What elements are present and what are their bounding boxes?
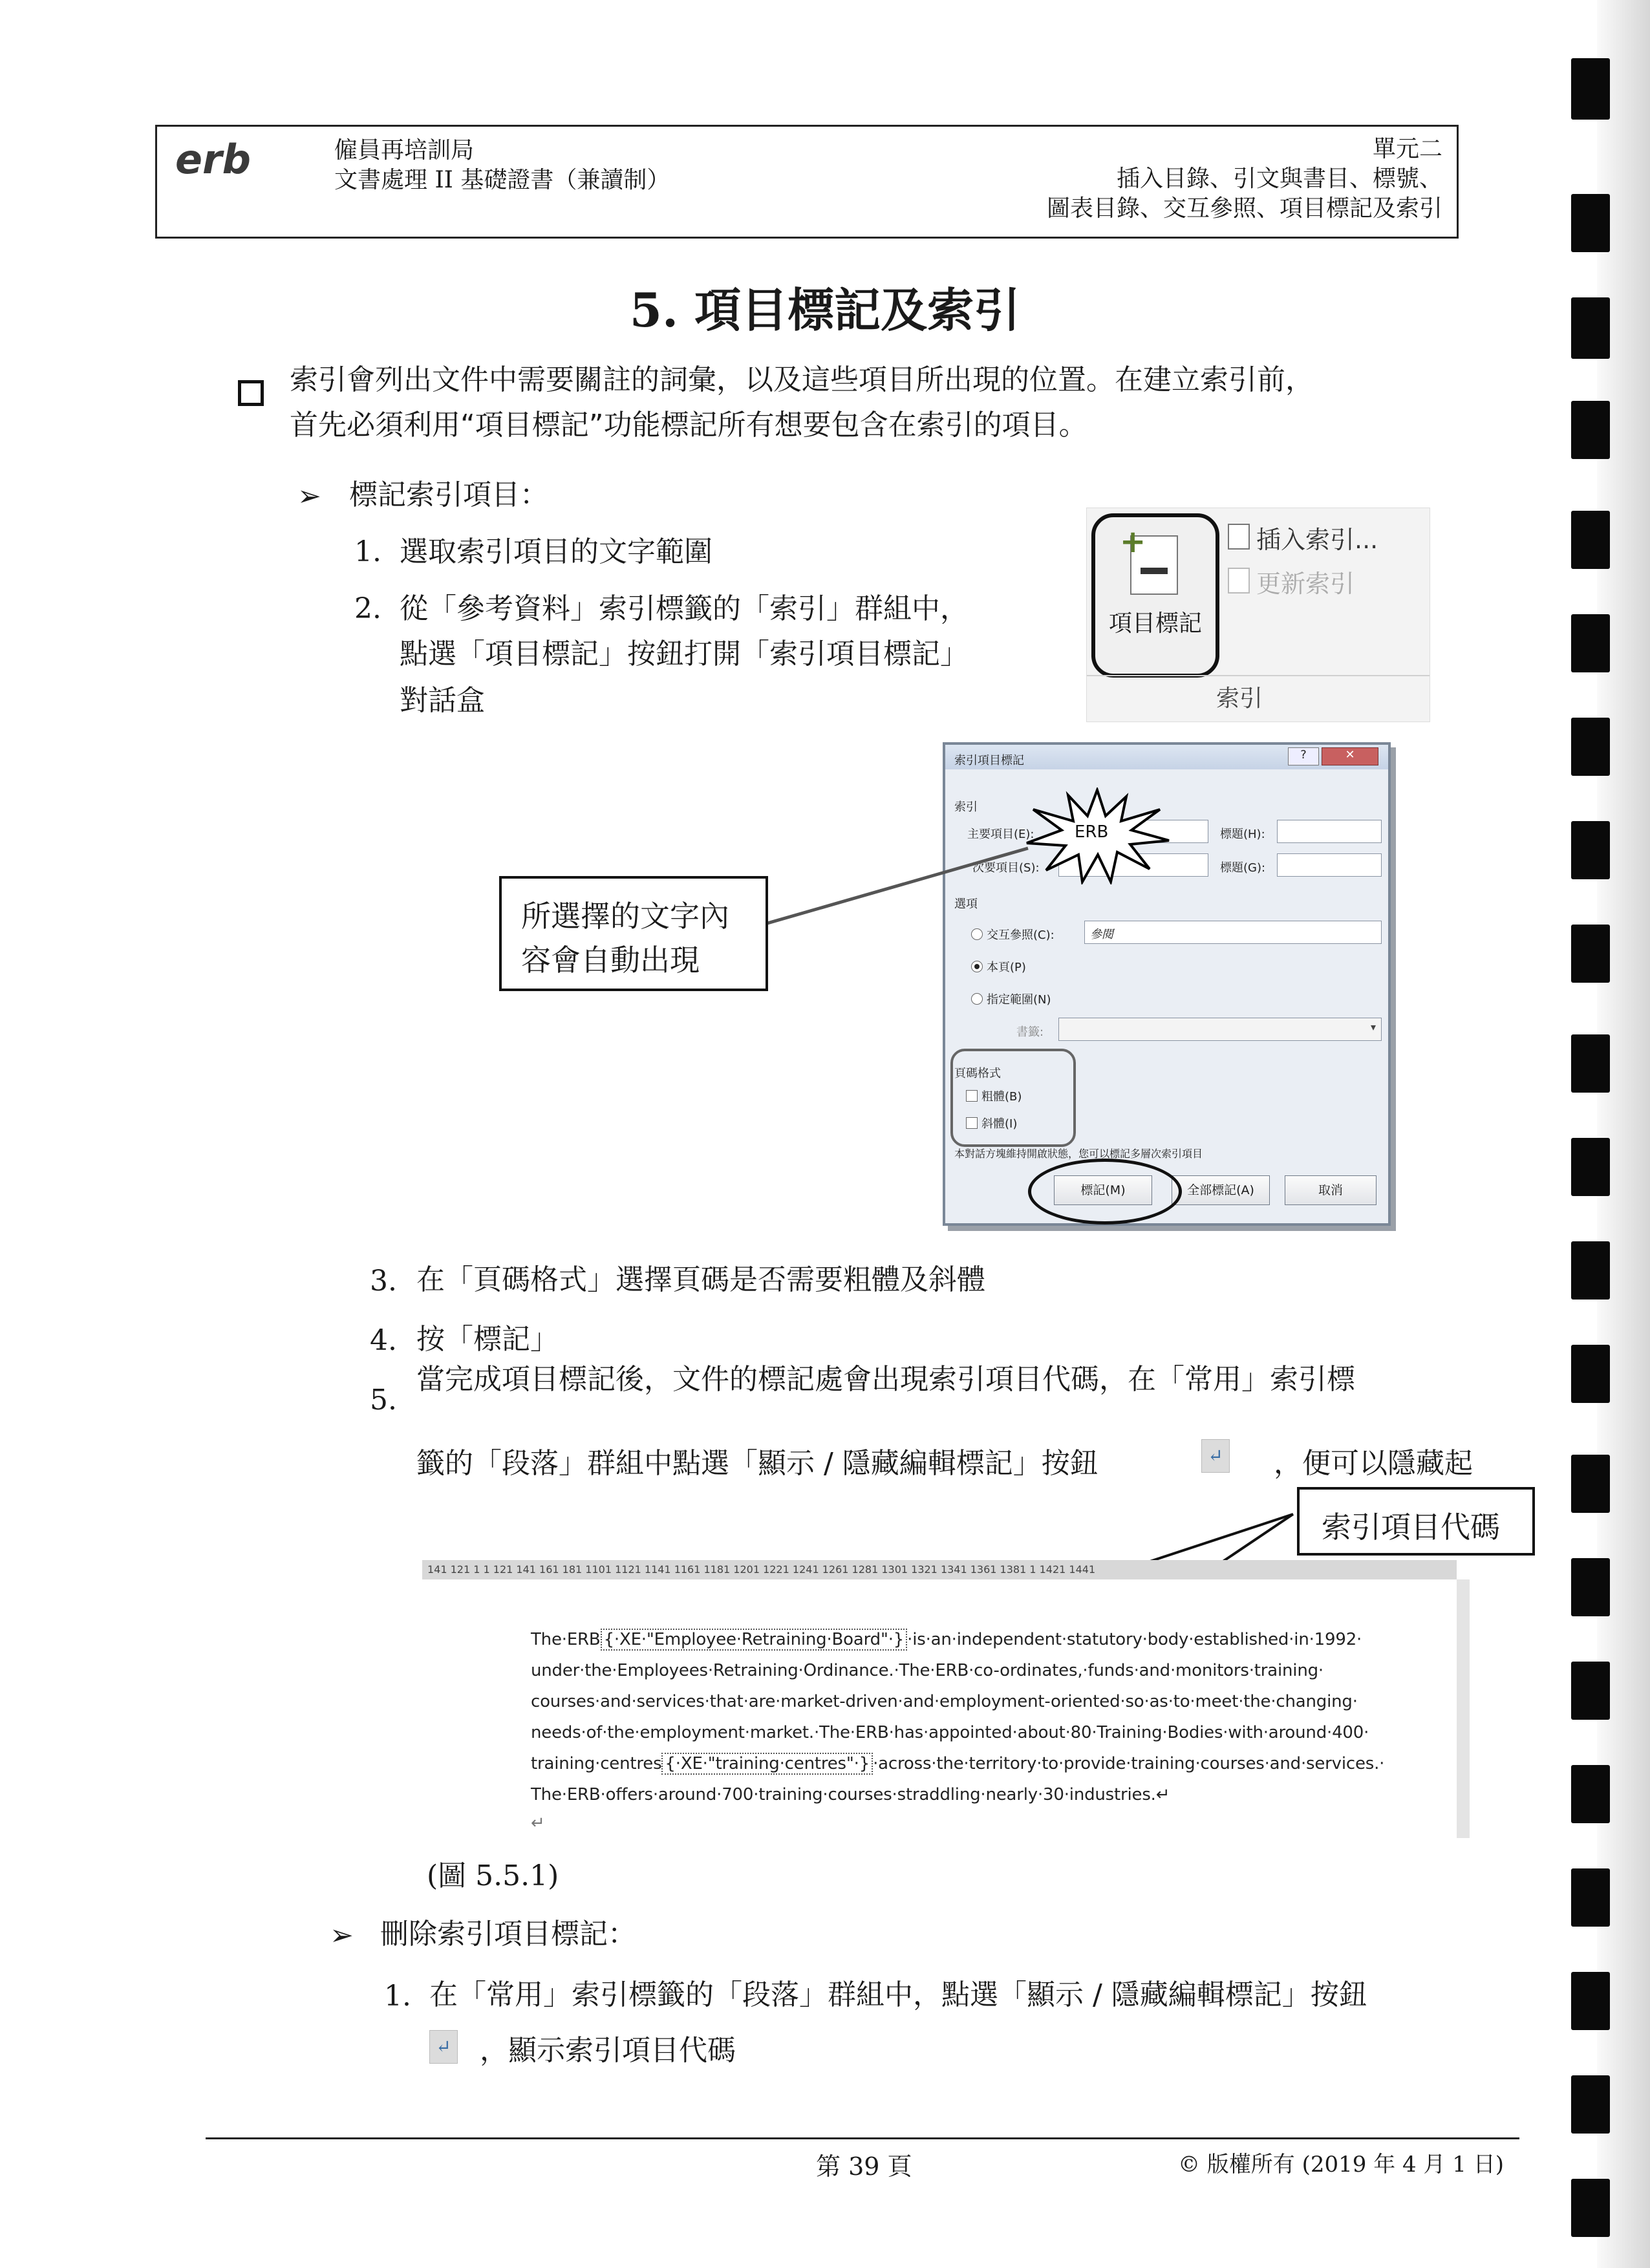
- figure-caption: (圖 5.5.1): [427, 1859, 559, 1892]
- page-range-radio[interactable]: [971, 993, 983, 1005]
- footer-rule: [206, 2137, 1519, 2139]
- sample-document: [422, 1579, 1470, 1838]
- page-range-label: 指定範圍(N): [987, 993, 1051, 1007]
- mark-all-button[interactable]: 全部標記(A): [1172, 1175, 1270, 1205]
- step-number: 2.: [354, 592, 381, 625]
- italic-label: 斜體(I): [981, 1117, 1018, 1131]
- heading-g-field[interactable]: [1277, 853, 1382, 877]
- dialog-title: 索引項目標記: [954, 754, 1024, 767]
- header-topic-line1: 插入目錄、引文與書目、標號、: [1116, 166, 1442, 192]
- copyright: © 版權所有 (2019 年 4 月 1 日): [1178, 2152, 1504, 2177]
- arrow-bullet-icon: ➢: [330, 1919, 354, 1952]
- sample-line1: The·ERB {·XE·"Employee·Retraining·Board"·} ·is·an·independent·statutory·body·established·in·1992·: [531, 1630, 1362, 1649]
- document-ruler[interactable]: [422, 1560, 1457, 1579]
- current-page-radio[interactable]: [971, 961, 983, 972]
- callout-selected-text: [499, 876, 768, 991]
- callout-line1: 所選擇的文字內: [521, 899, 729, 934]
- index-group-label: 索引: [954, 800, 978, 814]
- sample-line6: The·ERB·offers·around·700·training·courses·straddling·nearly·30·industries.↵: [531, 1785, 1170, 1804]
- cancel-button[interactable]: 取消: [1285, 1175, 1377, 1205]
- mark-entry-label: 項目標記: [1108, 610, 1202, 637]
- cross-ref-field[interactable]: [1084, 921, 1382, 944]
- intro-line2: 首先必須利用“項目標記”功能標記所有想要包含在索引的項目。: [290, 409, 1088, 442]
- current-page-label: 本頁(P): [987, 961, 1026, 974]
- step-text: 選取索引項目的文字範圍: [400, 535, 712, 568]
- ribbon-group-label: 索引: [1216, 685, 1263, 712]
- section1-heading: 標記索引項目：: [349, 478, 548, 511]
- heading-h-label: 標題(H):: [1220, 828, 1265, 841]
- header-org: 僱員再培訓局: [334, 137, 475, 164]
- erb-logo: erb: [175, 136, 252, 183]
- close-button[interactable]: ✕: [1322, 747, 1378, 765]
- subentry-label: 次要項目(S):: [972, 861, 1040, 875]
- step-number: 3.: [370, 1265, 397, 1298]
- dialog-note: 本對話方塊維持開啟狀態，您可以標記多層次索引項目: [954, 1148, 1203, 1160]
- insert-index-icon: [1228, 524, 1250, 550]
- callout-arrow: [763, 840, 1034, 931]
- section2-heading: 刪除索引項目標記：: [380, 1918, 636, 1951]
- heading-g-label: 標題(G):: [1220, 861, 1266, 875]
- cross-ref-label: 交互參照(C):: [987, 928, 1055, 942]
- page-number: 第 39 頁: [816, 2152, 912, 2181]
- step-number: 1.: [384, 1980, 411, 2013]
- page-format-highlight-box: [950, 1049, 1076, 1147]
- main-entry-value: ERB: [1075, 822, 1109, 842]
- header-course: 文書處理 II 基礎證書（兼讀制）: [334, 167, 670, 193]
- ruler-ticks: 141 121 1 1 121 141 161 181 1101 1121 1141 1161 1181 1201 1221 1241 1261 1281 1301 1321 1341 1361 1381 1 1421 1441: [427, 1563, 1096, 1576]
- step-text: 按「標記」: [416, 1323, 559, 1356]
- step-text: 點選「項目標記」按鈕打開「索引項目標記」: [400, 637, 969, 670]
- step-text: 籤的「段落」群組中點選「顯示 / 隱藏編輯標記」按鈕: [416, 1447, 1098, 1480]
- bookmark-label: 書籤:: [1016, 1025, 1044, 1039]
- mark-button-highlight-oval: [1028, 1159, 1182, 1225]
- insert-index-button[interactable]: 插入索引...: [1256, 526, 1378, 554]
- step-text: 在「頁碼格式」選擇頁碼是否需要粗體及斜體: [416, 1263, 985, 1296]
- step-number: 5.: [370, 1384, 397, 1417]
- step-text: ，便可以隱藏起: [1274, 1447, 1473, 1480]
- step-text: 對話盒: [400, 684, 485, 717]
- header-unit: 單元二: [1372, 136, 1442, 162]
- callout-index-code-text: 索引項目代碼: [1322, 1510, 1500, 1545]
- step-number: 1.: [354, 535, 381, 568]
- index-code: {·XE·"Employee·Retraining·Board"·}: [601, 1629, 908, 1651]
- callout-line2: 容會自動出現: [521, 943, 700, 978]
- help-button[interactable]: ?: [1288, 747, 1319, 765]
- bookmark-select[interactable]: [1058, 1018, 1382, 1041]
- step-text: ，顯示索引項目代碼: [480, 2034, 736, 2067]
- mark-button[interactable]: 標記(M): [1054, 1175, 1152, 1205]
- step-text: 在「常用」索引標籤的「段落」群組中，點選「顯示 / 隱藏編輯標記」按鈕: [429, 1978, 1367, 2011]
- bullet-box-icon: [238, 380, 264, 406]
- header-topic-line2: 圖表目錄、交互參照、項目標記及索引: [1046, 195, 1442, 222]
- dropdown-arrow-icon: ▾: [1370, 1021, 1376, 1033]
- page-header: [155, 125, 1459, 239]
- update-index-icon: [1228, 568, 1250, 594]
- sample-line5: training·centres {·XE·"training·centres"·} ·across·the·territory·to·provide·training·courses·and·services.·: [531, 1754, 1385, 1773]
- callout-index-code: [1297, 1487, 1535, 1556]
- ribbon-index-group: [1086, 508, 1430, 722]
- mark-index-entry-dialog: [943, 742, 1391, 1226]
- mark-entry-button[interactable]: [1091, 513, 1219, 678]
- arrow-bullet-icon: ➢: [297, 480, 321, 513]
- mark-entry-icon: +: [1130, 535, 1178, 595]
- sample-line2: under·the·Employees·Retraining·Ordinance.·The·ERB·co-ordinates,·funds·and·monitors·training·: [531, 1661, 1323, 1680]
- page-format-group-label: 頁碼格式: [954, 1067, 1001, 1080]
- intro-line1: 索引會列出文件中需要關註的詞彙，以及這些項目所出現的位置。在建立索引前，: [290, 363, 1314, 396]
- step-number: 4.: [370, 1324, 397, 1357]
- main-entry-label: 主要項目(E):: [967, 828, 1034, 841]
- page-title: 5. 項目標記及索引: [629, 283, 1021, 337]
- index-code: {·XE·"training·centres"·}: [661, 1753, 873, 1775]
- update-index-button[interactable]: 更新索引: [1256, 570, 1355, 598]
- sample-line3: courses·and·services·that·are·market-driven·and·employment-oriented·so·as·to·meet·the·changing·: [531, 1692, 1358, 1711]
- show-hide-marks-icon: ↵: [1201, 1439, 1230, 1473]
- cross-ref-value: 參閱: [1090, 928, 1113, 941]
- step-text: 從「參考資料」索引標籤的「索引」群組中，: [400, 592, 969, 625]
- sample-line4: needs·of·the·employment·market.·The·ERB·has·appointed·about·80·Training·Bodies·with·around·400·: [531, 1723, 1369, 1742]
- bold-label: 粗體(B): [981, 1090, 1022, 1104]
- step-text: 當完成項目標記後，文件的標記處會出現索引項目代碼，在「常用」索引標: [416, 1363, 1355, 1396]
- sample-line7: ↵: [531, 1813, 545, 1833]
- show-hide-marks-icon: ↵: [429, 2030, 458, 2064]
- heading-h-field[interactable]: [1277, 820, 1382, 843]
- options-group-label: 選項: [954, 897, 978, 911]
